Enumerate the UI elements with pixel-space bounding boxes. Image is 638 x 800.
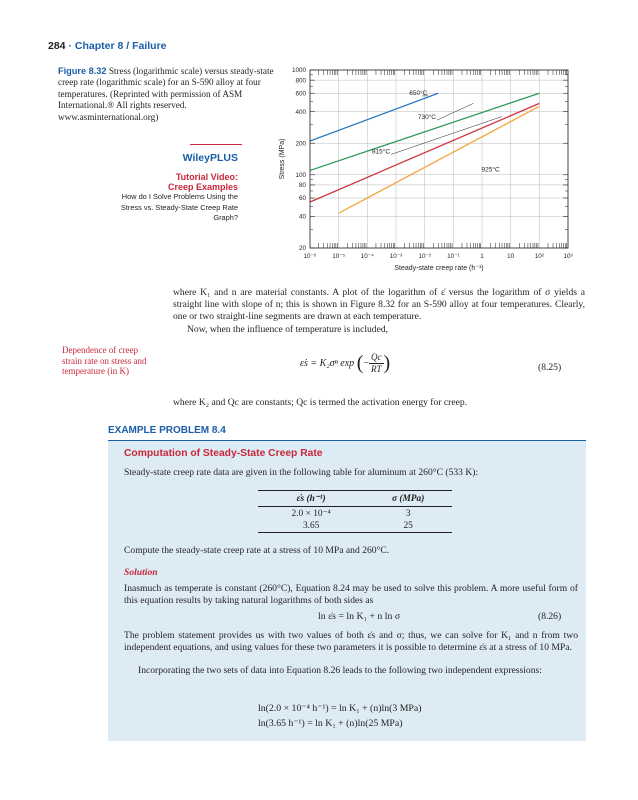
figure-caption xyxy=(58,66,284,123)
x-tick-label: 1 xyxy=(480,253,484,260)
example-paragraph-4: The problem statement provides us with two values of both ε̇s and σ; thus, we can solve for K₁ and n from two independent equations, and using values for these two parameters it is possible to determine ε̇s at a stress of 10 MPa. xyxy=(124,630,578,654)
table-header-creep-rate: ε̇s (h⁻¹) xyxy=(258,491,364,507)
x-tick-label: 10⁻⁶ xyxy=(303,253,317,260)
example-paragraph-5: Incorporating the two sets of data into Equation 8.26 leads to the following two independent expressions: xyxy=(138,665,542,676)
wileyplus-description: How do I Solve Problems Using the Stress vs. Steady-State Creep Rate Graph? xyxy=(120,192,238,222)
solution-label: Solution xyxy=(124,567,158,578)
chapter-title: Failure xyxy=(132,40,167,52)
series-label-730: 730°C xyxy=(417,114,437,122)
example-paragraph-3: Inasmuch as temperate is constant (260°C), Equation 8.24 may be used to solve this problem. A more useful form of this equation results by taking natural logarithms of both sides as xyxy=(124,583,578,607)
wileyplus-creep-examples[interactable]: Creep Examples xyxy=(167,182,238,192)
y-tick-label: 800 xyxy=(295,77,306,85)
paragraph-2: Now, when the influence of temperature is included, xyxy=(187,324,389,335)
x-tick-label: 10³ xyxy=(563,253,573,260)
y-tick-label: 60 xyxy=(298,195,306,203)
equation-b: ln(3.65 h⁻¹) = ln K₁ + (n)ln(25 MPa) xyxy=(258,718,403,729)
paragraph-3: where K₂ and Qc are constants; Qc is termed the activation energy for creep. xyxy=(173,397,468,408)
creep-chart xyxy=(258,60,578,282)
eq825-denominator: RT xyxy=(371,364,382,374)
series-label-815: 815°C xyxy=(371,148,391,156)
table-cell: 25 xyxy=(364,520,452,533)
eq825-rparen: ) xyxy=(383,352,391,374)
y-tick-label: 200 xyxy=(295,140,306,148)
head-slash: / xyxy=(126,40,130,52)
table-cell: 2.0 × 10⁻⁴ xyxy=(291,509,331,519)
series-label-925: 925°C xyxy=(481,166,500,174)
table-row xyxy=(258,507,452,521)
y-tick-label: 40 xyxy=(298,213,306,221)
chapter-label: Chapter 8 xyxy=(74,40,124,52)
series-line-925 xyxy=(339,106,540,213)
table-cell: 3 xyxy=(405,508,411,519)
creep-data-table xyxy=(258,490,452,533)
eq825-lparen: ( xyxy=(356,352,364,374)
y-tick-label: 20 xyxy=(298,245,306,253)
series-label-650: 650°C xyxy=(409,89,428,97)
x-tick-label: 10⁻¹ xyxy=(447,253,460,260)
running-head xyxy=(48,40,167,52)
y-axis-label: Stress (MPa) xyxy=(279,138,286,180)
y-tick-label: 600 xyxy=(295,90,306,98)
example-paragraph-1: Steady-state creep rate data are given in the following table for aluminum at 260°C (533 K): xyxy=(124,467,479,478)
x-tick-label: 10² xyxy=(534,253,544,260)
margin-note: Dependence of creep strain rate on stress and temperature (in K) xyxy=(62,345,147,376)
x-tick-label: 10 xyxy=(507,253,515,260)
example-paragraph-2: Compute the steady-state creep rate at a stress of 10 MPa and 260°C. xyxy=(124,545,390,556)
example-header: EXAMPLE PROBLEM 8.4 xyxy=(108,425,226,436)
wileyplus-box[interactable] xyxy=(120,152,238,224)
y-tick-label: 80 xyxy=(298,182,306,190)
eq825-lhs: ε̇s = K₂σⁿ exp xyxy=(300,357,355,369)
y-tick-label: 1000 xyxy=(291,67,306,75)
equation-a: ln(2.0 × 10⁻⁴ h⁻¹) = ln K₁ + (n)ln(3 MPa) xyxy=(258,703,422,714)
example-rule xyxy=(108,440,586,441)
x-tick-label: 10⁻⁴ xyxy=(360,253,374,260)
eq825-minus: − xyxy=(363,358,369,369)
x-tick-label: 10⁻² xyxy=(418,253,431,260)
figure-caption-text: Stress (logarithmic scale) versus steady-state creep rate (logarithmic scale) for an S-590 alloy at four temperatures. (Reprinted with permission of ASM International.® All rights reserved. www.asminternational.org) xyxy=(58,66,274,122)
wileyplus-title: WileyPLUS xyxy=(182,152,238,164)
table-cell: 3.65 xyxy=(258,520,364,533)
page-number: 284 xyxy=(48,40,66,52)
x-tick-label: 10⁻⁵ xyxy=(332,253,346,260)
head-separator: · xyxy=(68,40,72,52)
figure-label: Figure 8.32 xyxy=(58,66,107,76)
wileyplus-rule xyxy=(190,144,242,145)
eq825-numerator: Qc xyxy=(369,352,384,364)
equation-8-26-number: (8.26) xyxy=(538,611,562,622)
table-header-stress: σ (MPa) xyxy=(364,491,452,507)
paragraph-1: where K₁ and n are material constants. A plot of the logarithm of ε̇ versus the logarithm of σ yields a straight line with slope of n; this is shown in Figure 8.32 for an S-590 alloy at four temperatures. Clearly, one or two straight-line segments are drawn at each temperature. xyxy=(173,287,585,323)
table-header-row xyxy=(258,491,452,507)
equation-8-25 xyxy=(300,352,390,375)
y-tick-label: 100 xyxy=(295,171,306,179)
example-title: Computation of Steady-State Creep Rate xyxy=(124,448,323,459)
equation-8-26: ln ε̇s = ln K₁ + n ln σ xyxy=(318,611,401,622)
y-tick-label: 400 xyxy=(295,108,306,116)
x-axis-label: Steady-state creep rate (h⁻¹) xyxy=(394,265,484,272)
x-tick-label: 10⁻³ xyxy=(389,253,403,260)
equation-8-25-number: (8.25) xyxy=(538,362,562,373)
wileyplus-tutorial[interactable]: Tutorial Video: xyxy=(175,172,238,182)
table-row xyxy=(258,520,452,533)
